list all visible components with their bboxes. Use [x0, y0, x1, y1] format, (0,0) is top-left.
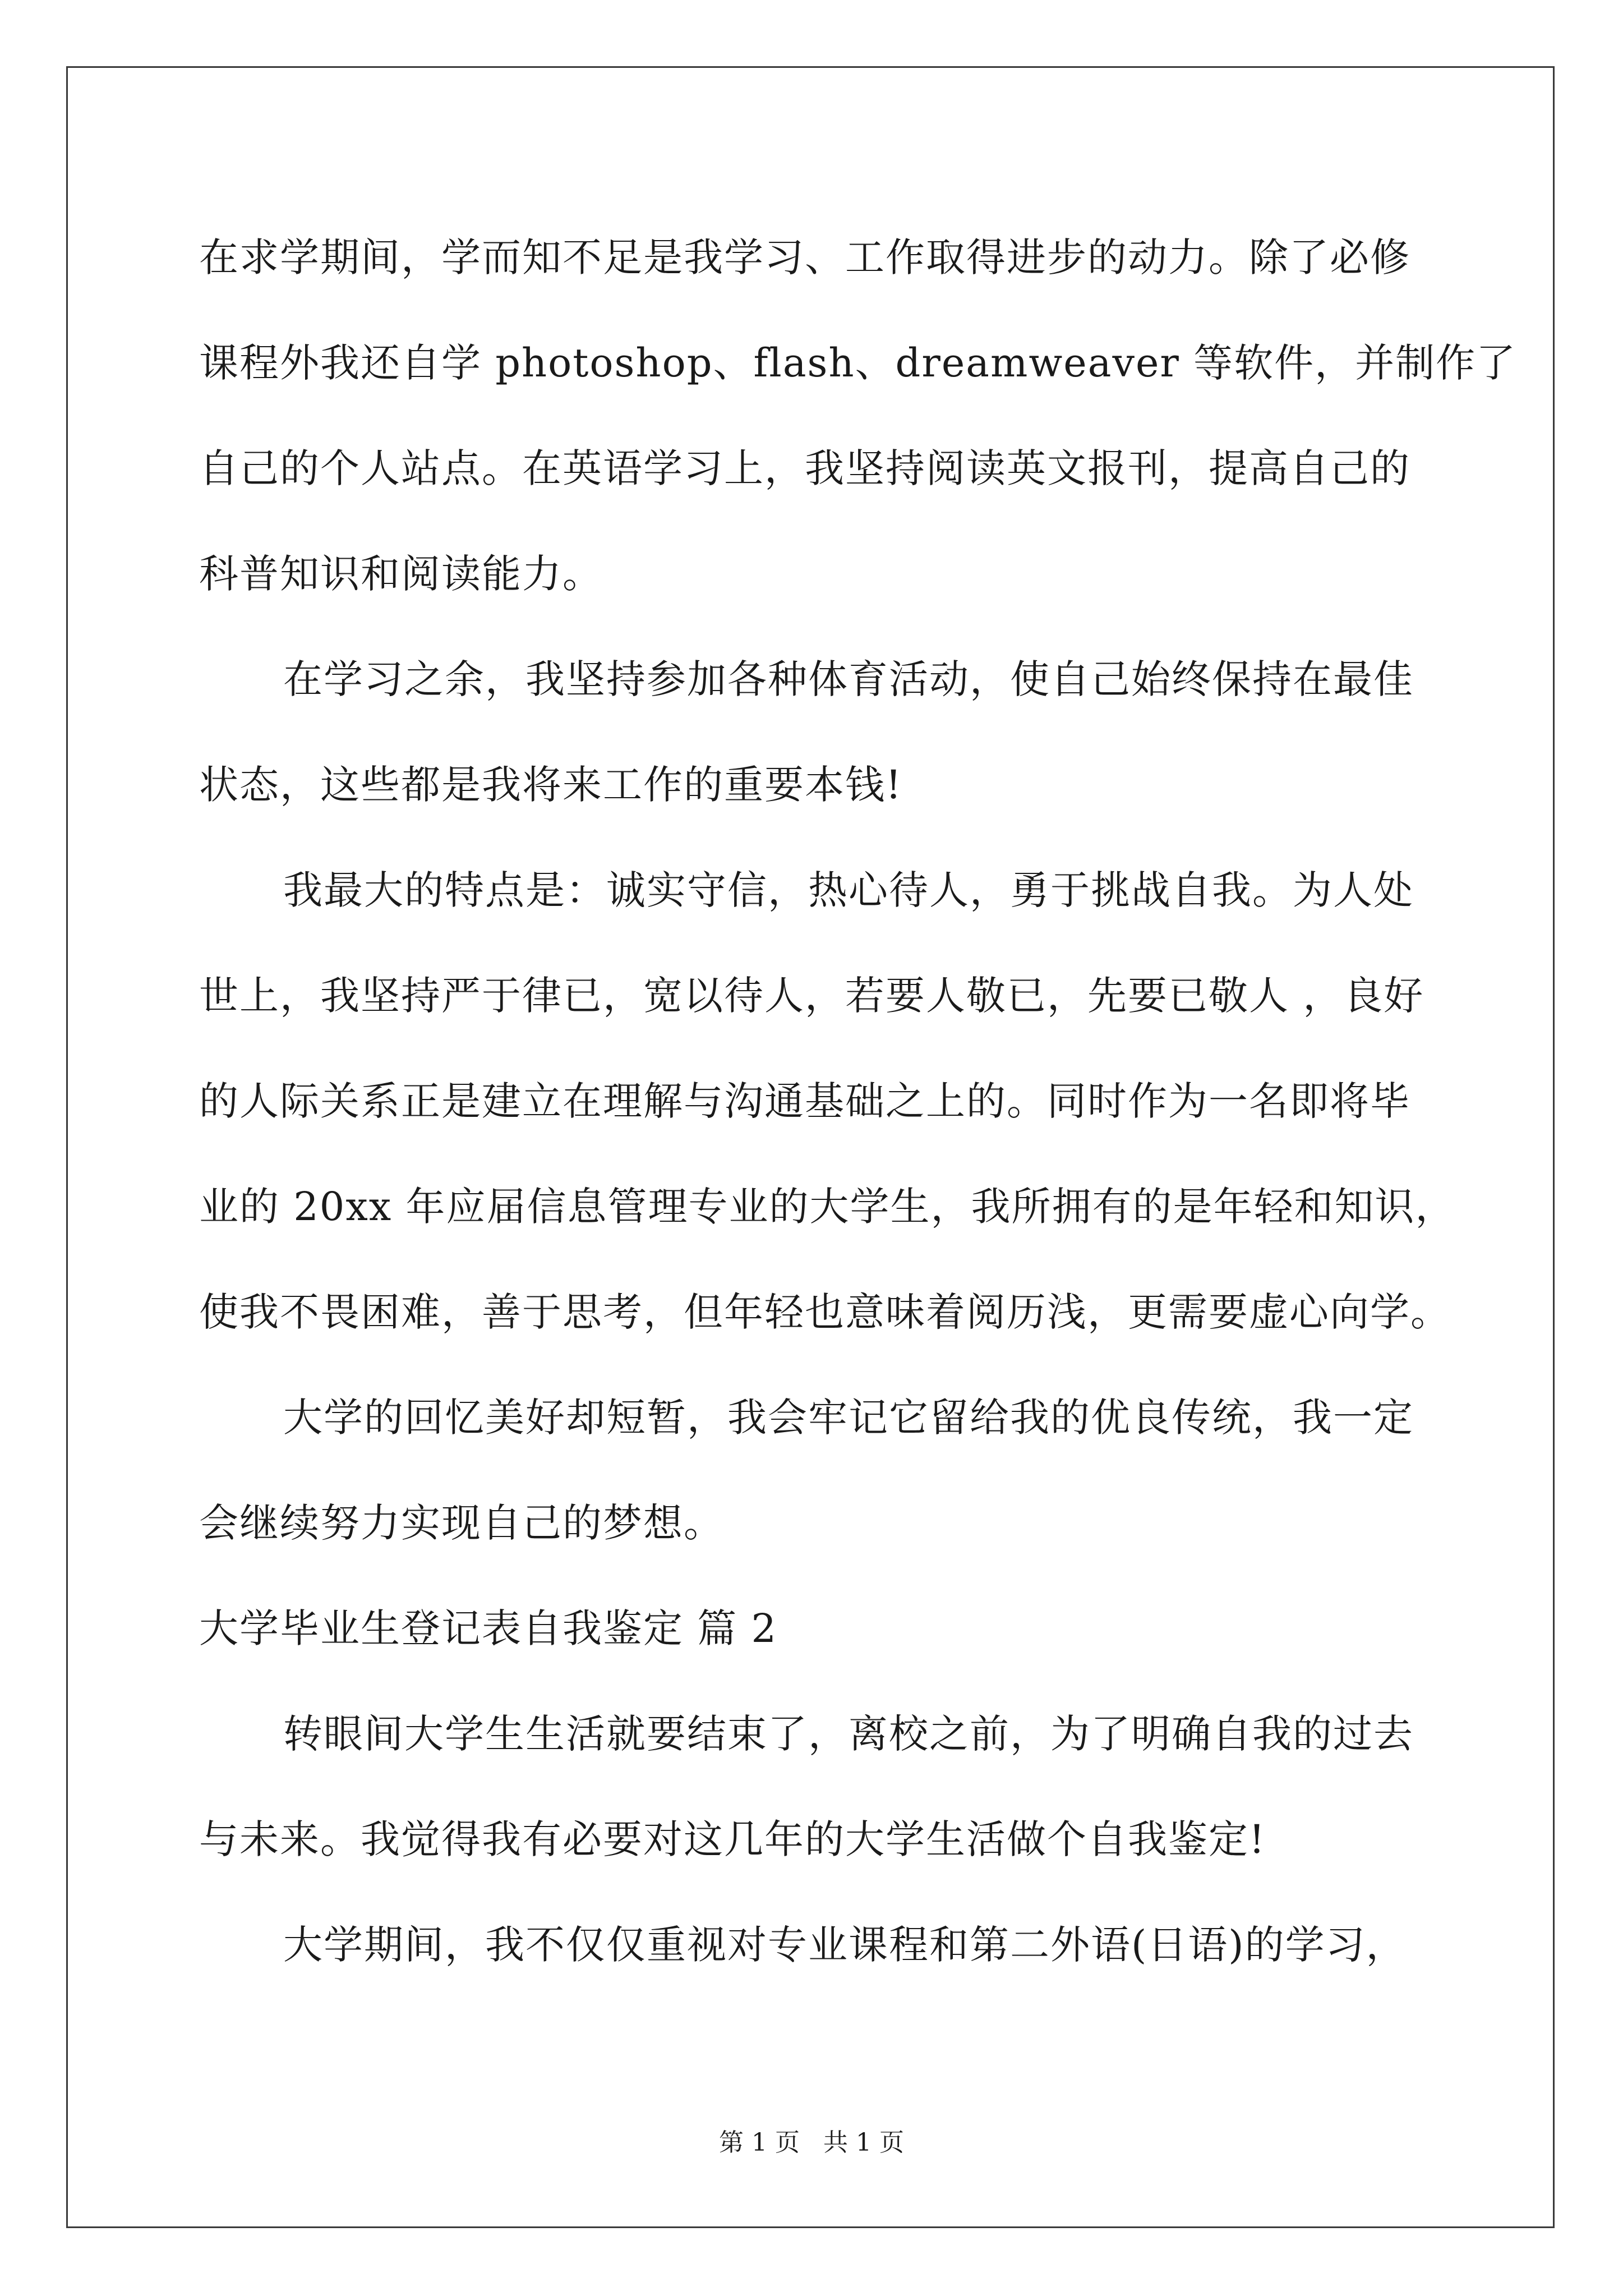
text-line-10: 业的 20xx 年应届信息管理专业的大学生，我所拥有的是年轻和知识，	[199, 1184, 1456, 1230]
text-line-17: 大学期间，我不仅仅重视对专业课程和第二外语(日语)的学习，	[283, 1922, 1407, 1968]
text-line-9: 的人际关系正是建立在理解与沟通基础之上的。同时作为一名即将毕	[199, 1078, 1410, 1124]
text-line-8: 世上，我坚持严于律已，宽以待人，若要人敬已，先要已敬人 ，良好	[199, 973, 1424, 1019]
text-line-2: 课程外我还自学 photoshop、flash、dreamweaver 等软件，并制作了	[199, 340, 1517, 386]
section-heading: 大学毕业生登记表自我鉴定 篇 2	[199, 1605, 778, 1651]
text-line-15: 转眼间大学生生活就要结束了，离校之前，为了明确自我的过去	[283, 1711, 1414, 1757]
text-line-11: 使我不畏困难，善于思考，但年轻也意味着阅历浅，更需要虚心向学。	[199, 1289, 1451, 1335]
text-line-13: 会继续努力实现自己的梦想。	[199, 1500, 724, 1546]
page-footer: 第 1 页 共 1 页	[719, 2128, 904, 2157]
document-body	[199, 205, 1517, 1998]
text-line-4: 科普知识和阅读能力。	[199, 551, 603, 597]
text-line-5: 在学习之余，我坚持参加各种体育活动，使自己始终保持在最佳	[283, 656, 1414, 702]
text-line-12: 大学的回忆美好却短暂，我会牢记它留给我的优良传统，我一定	[283, 1395, 1414, 1441]
text-line-6: 状态，这些都是我将来工作的重要本钱!	[199, 762, 903, 808]
text-line-7: 我最大的特点是：诚实守信，热心待人，勇于挑战自我。为人处	[283, 867, 1414, 913]
text-line-1: 在求学期间，学而知不足是我学习、工作取得进步的动力。除了必修	[199, 234, 1410, 280]
text-line-3: 自己的个人站点。在英语学习上，我坚持阅读英文报刊，提高自己的	[199, 445, 1410, 491]
text-line-16: 与未来。我觉得我有必要对这几年的大学生活做个自我鉴定!	[199, 1816, 1266, 1862]
